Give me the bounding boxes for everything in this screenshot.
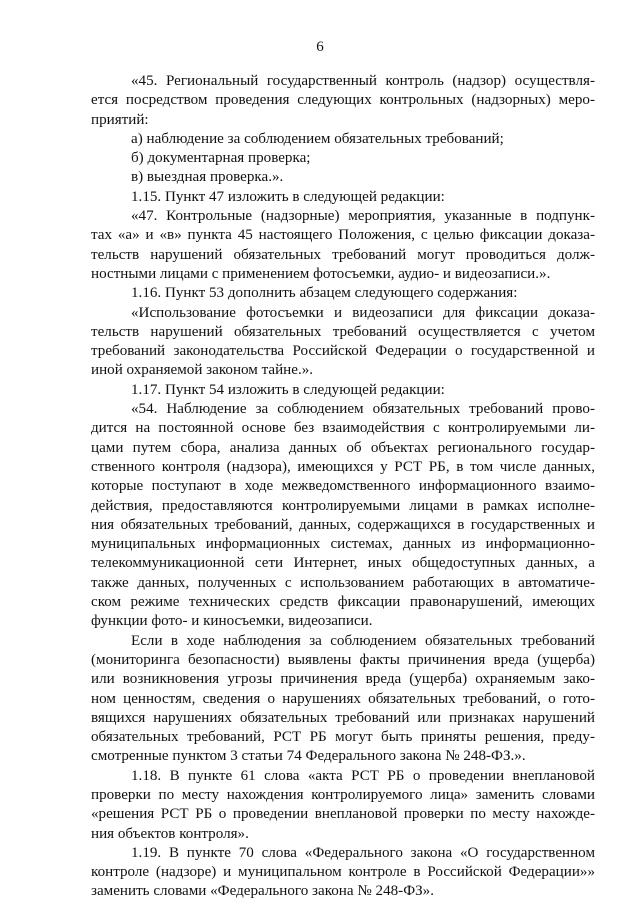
text-line: или возникновения угрозы причинения вреда (ущерба) охраняемым зако- <box>91 671 595 688</box>
text-line: смотренные пунктом 3 статьи 74 Федерального закона № 248-ФЗ.». <box>91 748 526 765</box>
text-line: обязательных требований, РСТ РБ могут быть приняты решения, преду- <box>91 729 595 746</box>
text-line: телекоммуникационной сети Интернет, иных общедоступных данных, а <box>91 555 595 572</box>
text-line: контроле (надзоре) и муниципальном контроле в Российской Федерации»» <box>91 864 595 881</box>
text-line: ском режиме технических средств фиксации правонарушений, имеющих <box>91 594 595 611</box>
text-line: ния объектов контроля». <box>91 825 249 842</box>
text-line: тах «а» и «в» пункта 45 настоящего Положения, с целью фиксации доказа- <box>91 227 595 244</box>
text-line: приятий: <box>91 111 149 128</box>
text-line: 1.15. Пункт 47 изложить в следующей редакции: <box>131 188 445 205</box>
text-line: б) документарная проверка; <box>131 150 311 167</box>
text-line: муниципальных информационных системах, данных из информационно- <box>91 536 595 553</box>
text-line: вящихся нарушениях обязательных требований или признаках нарушений <box>91 709 595 726</box>
text-line: требований законодательства Российской Федерации о государственной и <box>91 343 595 360</box>
text-line: ностными лицами с применением фотосъемки, аудио- и видеозаписи.». <box>91 265 551 282</box>
text-line: ния обязательных требований, данных, содержащихся в государственных и <box>91 516 595 533</box>
text-line: ном ценностям, сведения о нарушениях обязательных требований, о гото- <box>91 690 595 707</box>
document-body <box>91 72 595 902</box>
text-line: действия, предоставляются контролируемыми лицами в рамках исполне- <box>91 497 595 514</box>
text-line: а) наблюдение за соблюдением обязательных требований; <box>131 130 504 147</box>
text-line: ственного контроля (надзора), имеющихся у РСТ РБ, в том числе данных, <box>91 458 595 475</box>
text-line: Если в ходе наблюдения за соблюдением обязательных требований <box>131 632 595 649</box>
text-line: 1.18. В пункте 61 слова «акта РСТ РБ о проведении внеплановой <box>131 767 595 784</box>
text-line: «решения РСТ РБ о проведении внеплановой проверки по месту нахожде- <box>91 806 595 823</box>
text-line: функции фото- и киносъемки, видеозаписи. <box>91 613 373 630</box>
text-line: также данных, полученных с использованием работающих в автоматиче- <box>91 574 595 591</box>
text-line: тельств нарушений обязательных требований могут проводиться долж- <box>91 246 595 263</box>
text-line: «45. Региональный государственный контроль (надзор) осуществля- <box>131 73 595 89</box>
text-line: цами путем сбора, анализа данных об объектах регионального государ- <box>91 439 595 456</box>
text-line: «Использование фотосъемки и видеозаписи для фиксации доказа- <box>131 304 595 321</box>
text-line: заменить словами «Федерального закона № 248-ФЗ». <box>91 883 435 900</box>
page-number: 6 <box>316 39 324 55</box>
text-line: в) выездная проверка.». <box>131 169 284 186</box>
text-line: иной охраняемой законом тайне.». <box>91 362 314 379</box>
text-line: «47. Контрольные (надзорные) мероприятия, указанные в подпунк- <box>131 208 595 225</box>
text-line: (мониторинга безопасности) выявлены факты причинения вреда (ущерба) <box>91 651 595 668</box>
text-line: проверки по месту нахождения контролируемого лица» заменить словами <box>91 786 595 803</box>
text-line: дится на постоянной основе без взаимодействия с контролируемыми ли- <box>91 420 595 437</box>
text-line: 1.19. В пункте 70 слова «Федерального закона «О государственном <box>131 844 595 861</box>
text-line: 1.16. Пункт 53 дополнить абзацем следующего содержания: <box>131 285 518 302</box>
text-line: ется посредством проведения следующих контрольных (надзорных) меро- <box>91 92 595 109</box>
text-line: которые поступают в ходе межведомственного информационного взаимо- <box>91 478 595 495</box>
text-line: «54. Наблюдение за соблюдением обязательных требований прово- <box>131 401 595 418</box>
text-line: 1.17. Пункт 54 изложить в следующей редакции: <box>131 381 445 398</box>
text-line: тельств нарушений обязательных требований осуществляется с учетом <box>91 323 595 340</box>
